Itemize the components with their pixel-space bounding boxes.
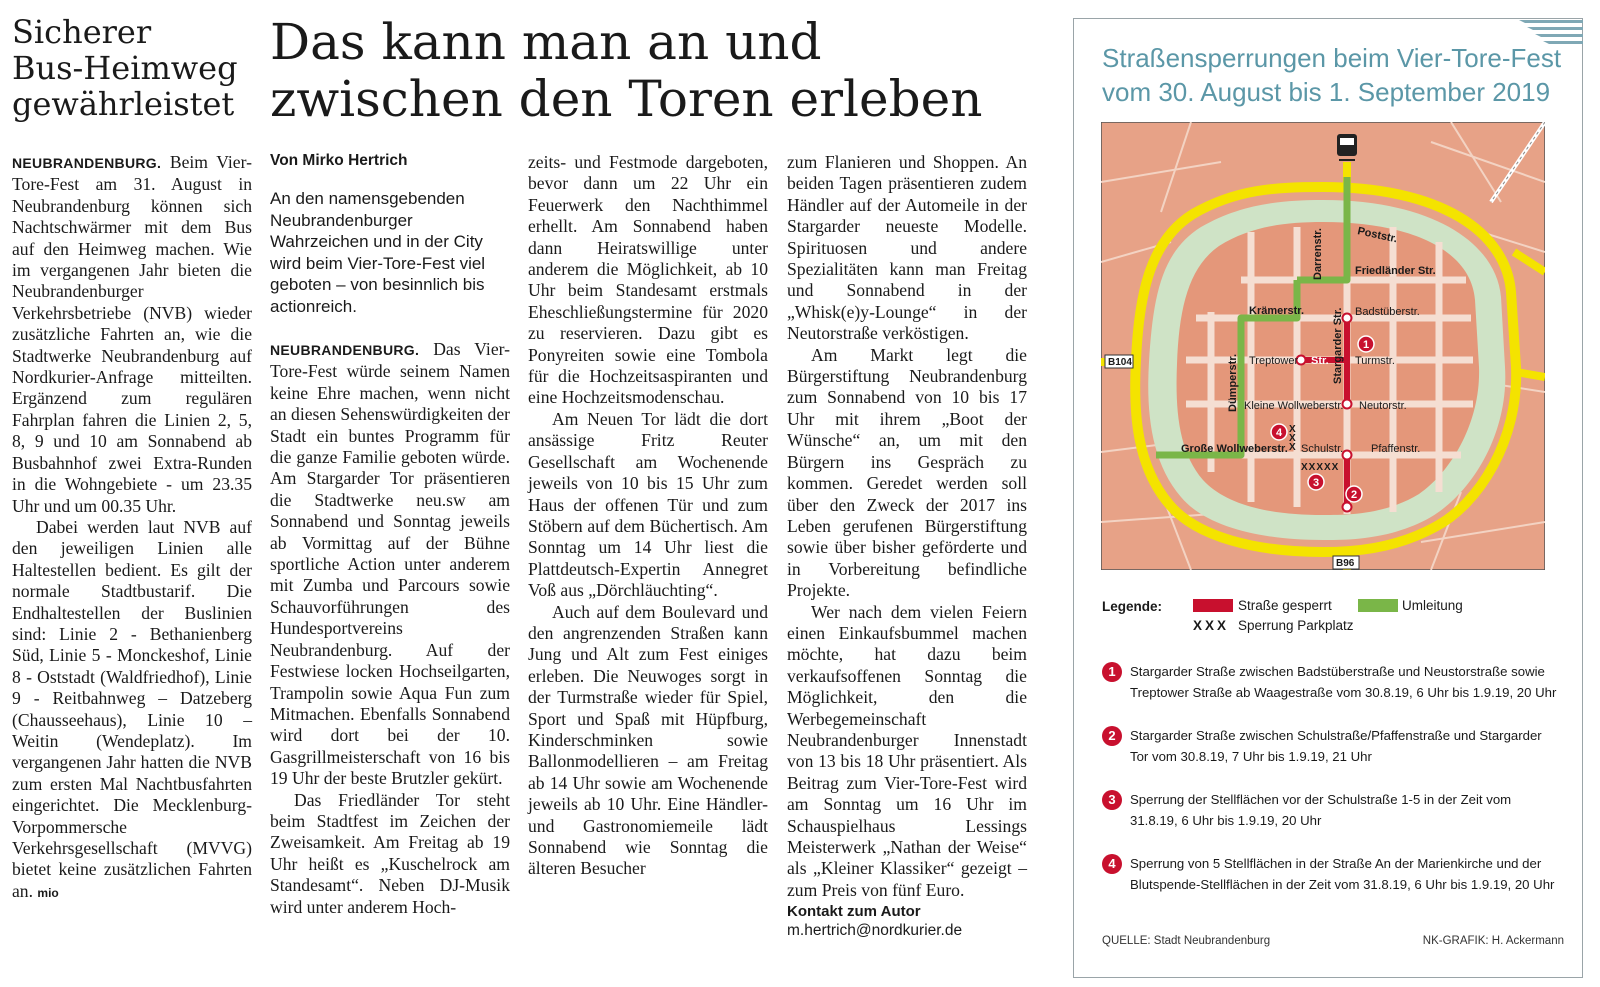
street-map: [1101, 122, 1545, 570]
note-text: Sperrung der Stellflächen vor der Schulstraße 1-5 in der Zeit vom 31.8.19, 6 Uhr bis 1.9.19, 20 Uhr: [1130, 792, 1512, 828]
legend-title: Legende:: [1102, 599, 1163, 614]
main-headline: Das kann man an und zwischen den Toren erleben: [270, 13, 983, 128]
left-article-body: [12, 152, 252, 904]
info-box: [1073, 18, 1583, 978]
note-text: Sperrung von 5 Stellflächen in der Straße An der Marienkirche und der Blutspende-Stellflächen in der Zeit vom 31.8.19, 6 Uhr bis 1.9.19, 20 Uhr: [1130, 856, 1555, 892]
marker-3: [1308, 474, 1324, 490]
teaser: An den namensgebenden Neubrandenburger Wahrzeichen und in der City wird beim Vier-Tore-Fest viel geboten – von besinnlich bis actionreich.: [270, 189, 486, 316]
marker-4: [1271, 424, 1287, 440]
left-author-tag: mio: [37, 885, 59, 900]
main-paragraph: zum Flanieren und Shoppen. An beiden Tagen präsentieren zudem Händler auf der Automeile in der Stargarder neueste Modelle. Spirituosen und andere Spezialitäten kann man Freitag und Sonnabend in der „Whisk(e)y-Lounge“ in der Neutorstraße verköstigen.: [787, 152, 1027, 344]
svg-text:4: 4: [1275, 427, 1283, 439]
note-text: Stargarder Straße zwischen Badstüberstraße und Neustorstraße sowie Treptower Straße ab Waagestraße vom 30.8.19, 6 Uhr bis 1.9.19, 20 Uhr: [1130, 664, 1557, 700]
left-dateline: NEUBRANDENBURG.: [12, 155, 162, 171]
legend-closed-swatch: [1193, 599, 1233, 612]
label-stargarder: Stargarder Str.: [1332, 307, 1344, 384]
note-2: [1102, 725, 1562, 767]
label-neutorstr: Neutorstr.: [1359, 400, 1407, 412]
graphic-credit: NK-GRAFIK: H. Ackermann: [1422, 935, 1564, 947]
note-1: [1102, 661, 1562, 703]
label-kraemerstr: Krämerstr.: [1249, 305, 1305, 317]
note-number: 1: [1102, 662, 1122, 682]
label-duemper: Dümperstr.: [1227, 353, 1239, 412]
note-number: 3: [1102, 790, 1122, 810]
main-column-3: [787, 152, 1027, 901]
left-article: [12, 14, 256, 122]
left-headline: Sicherer Bus-Heimweg gewährleistet: [12, 13, 238, 123]
marker-1: [1358, 336, 1374, 352]
left-paragraph-1: NEUBRANDENBURG. Beim Vier-Tore-Fest am 31. August in Neubrandenburg können sich Nachtschwärmer mit dem Bus auf den Heimweg machen. Wie im vergangenen Jahr bieten die Neubrandenburger Verkehrsbetriebe (NVB) wieder zusätzliche Fahrten an, wie die Stadtwerke Neubrandenburg auf Nordkurier-Anfrage mitteilten. Ergänzend zum regulären Fahrplan fahren die Linien 2, 5, 8, 9 und 10 am Sonnabend ab Busbahnhof zwei Extra-Runden in die Wohngebiete - um 23.35 Uhr und um 00.35 Uhr.: [12, 152, 252, 516]
note-3: [1102, 789, 1562, 831]
legend-closed: Straße gesperrt: [1238, 598, 1332, 613]
legend-detour-swatch: [1358, 599, 1398, 612]
label-badstueber: Badstüberstr.: [1355, 306, 1420, 318]
main-paragraph: NEUBRANDENBURG. Das Vier-Tore-Fest würde seinem Namen keine Ehre machen, wenn nicht an diesen Sehenswürdigkeiten der Stadt ein buntes Programm für die ganze Familie geboten würde. Am Stargarder Tor präsentieren die Stadtwerke neu.sw am Sonnabend und Sonntag jeweils ab Vormittag auf der Bühne sportliche Action unter anderem mit Zumba und Parcours sowie Schauvorführungen des Hundesportvereins Neubrandenburg. Auf der Festwiese locken Hochseilgarten, Trampolin sowie Aqua Fun zum Mitmachen. Ebenfalls Sonnabend wird dort bei der 10. Gasgrillmeisterschaft von 16 bis 19 Uhr der beste Brutzler gekürt.: [270, 339, 510, 789]
main-column-1-body: [270, 339, 510, 918]
parking-mark-5: XXXXX: [1301, 462, 1340, 473]
label-kleine-wollweber: Kleine Wollweberstr.: [1244, 400, 1344, 412]
label-grosse-wollweber: Große Wollweberstr.: [1181, 443, 1288, 455]
main-column-2: [528, 152, 768, 880]
svg-text:2: 2: [1350, 489, 1358, 501]
label-friedlaender: Friedländer Str.: [1355, 265, 1436, 277]
source-credit: QUELLE: Stadt Neubrandenburg: [1102, 935, 1271, 947]
main-paragraph: Wer nach dem vielen Feiern einen Einkaufsbummel machen möchte, hat dazu beim verkaufsoffenen Sonntag die Möglichkeit, den die Werbegemeinschaft Neubrandenburger Innenstadt von 13 bis 18 Uhr präsentiert. Als Beitrag zum Vier-Tore-Fest wird am Sonntag um 16 Uhr im Schauspielhaus Lessings Meisterwerk „Nathan der Weise“ als „Kleiner Klassiker“ gezeigt – zum Preis von fünf Euro.: [787, 601, 1027, 900]
left-paragraph-2: Dabei werden laut NVB auf den jeweiligen Linien alle Haltestellen bedient. Es gilt der normale Stadtbustarif. Die Endhaltestellen der Buslinien sind: Linie 2 - Bethanienberg Süd, Linie 5 - Monckeshof, Linie 8 - Oststadt (Waldfriedhof), Linie 9 - Reitbahnweg – Datzeberg (Chausseehaus), Linie 10 – Weitin (Wendeplatz). Im vergangenen Jahr hatten die NVB zum ersten Mal Nachtbusfahrten eingerichtet. Die Mecklenburg-Vorpommersche Verkehrsgesellschaft (MVVG) bietet keine zusätzlichen Fahrten an. mio: [12, 516, 252, 901]
label-pfaffenstr: Pfaffenstr.: [1371, 443, 1421, 455]
label-darrenstr: Darrenstr.: [1312, 228, 1324, 280]
parking-mark-3: X: [1289, 424, 1296, 435]
label-turmstr: Turmstr.: [1355, 355, 1395, 367]
byline: Von Mirko Hertrich: [270, 152, 408, 169]
main-paragraph: Am Neuen Tor lädt die dort ansässige Fritz Reuter Gesellschaft am Wochenende jeweils von 10 bis 15 Uhr zum Haus der offenen Tür und zum Stöbern auf dem Büchertisch. Am Sonntag um 14 Uhr liest die Plattdeutsch-Expertin Annegret Voß aus „Dörchläuchting“.: [528, 408, 768, 601]
main-paragraph: zeits- und Festmode dargeboten, bevor dann um 22 Uhr ein Feuerwerk den Nachthimmel erhellt. Am Sonnabend haben dann Heiratswillige unter anderem die Möglichkeit, ab 10 Uhr beim Standesamt erstmals Eheschließungstermine für 2020 zu reservieren. Dazu gibt es Ponyreiten sowie eine Tombola für die Hochzeitsaspiranten und eine Hochzeitsmodenschau.: [528, 152, 768, 408]
contact-email[interactable]: m.hertrich@nordkurier.de: [787, 922, 963, 939]
label-b96: B96: [1336, 558, 1355, 569]
label-treptower: Treptower: [1249, 355, 1299, 367]
label-schulstr: Schulstr.: [1301, 443, 1344, 455]
label-b104: B104: [1108, 357, 1132, 368]
main-paragraph: Auch auf dem Boulevard und den angrenzenden Straßen kann Jung und Alt zum Fest einiges erleben. Die Neuwoges sorgt in der Turmstraße wieder für Spiel, Sport und Spaß mit Hüpfburg, Kinderschminken sowie Ballonmodellieren – am Freitag ab 14 Uhr sowie am Wochenende jeweils ab 10 Uhr. Eine Händler- und Gastronomiemeile lädt Sonnabend wie Sonntag die älteren Besucher: [528, 601, 768, 879]
marker-2: [1346, 486, 1362, 502]
note-number: 2: [1102, 726, 1122, 746]
note-4: [1102, 853, 1562, 895]
svg-text:3: 3: [1312, 477, 1320, 489]
infobox-title: Straßensperrungen beim Vier-Tore-Fest vom 30. August bis 1. September 2019: [1102, 43, 1562, 107]
note-text: Stargarder Straße zwischen Schulstraße/Pfaffenstraße und Stargarder Tor vom 30.8.19, 7 Uhr bis 1.9.19, 21 Uhr: [1130, 728, 1542, 764]
main-paragraph: Am Markt legt die Bürgerstiftung Neubrandenburg zum Sonnabend von 10 bis 17 Uhr mit ihrem „Boot der Wünsche“ an, um mit den Bürgern ins Gespräch zu kommen. Geredet werden soll über den Zweck der 2017 ins Leben gerufenen Bürgerstiftung sowie über bisher geförderte und in Vorbereitung befindliche Projekte.: [787, 344, 1027, 601]
main-column-1: [270, 152, 510, 918]
svg-text:X: X: [1289, 433, 1296, 444]
contact-label: Kontakt zum Autor: [787, 903, 921, 920]
main-column-3-body: [787, 152, 1027, 901]
legend-parking: Sperrung Parkplatz: [1238, 618, 1354, 633]
svg-text:1: 1: [1362, 339, 1370, 351]
main-paragraph: Das Friedländer Tor steht beim Stadtfest im Zeichen der Zweisamkeit. Am Freitag ab 19 Uhr heißt es „Kuschelrock am Standesamt“. Neben DJ-Musik wird unter anderem Hoch-: [270, 789, 510, 917]
legend-parking-symbol: XXX: [1193, 618, 1230, 633]
label-poststr: Poststr.: [1356, 225, 1399, 246]
legend-detour: Umleitung: [1402, 598, 1463, 613]
svg-text:X: X: [1289, 442, 1296, 453]
main-dateline: NEUBRANDENBURG.: [270, 342, 420, 358]
note-number: 4: [1102, 854, 1122, 874]
label-str: Str.: [1311, 355, 1329, 367]
author-contact: [787, 903, 1027, 940]
